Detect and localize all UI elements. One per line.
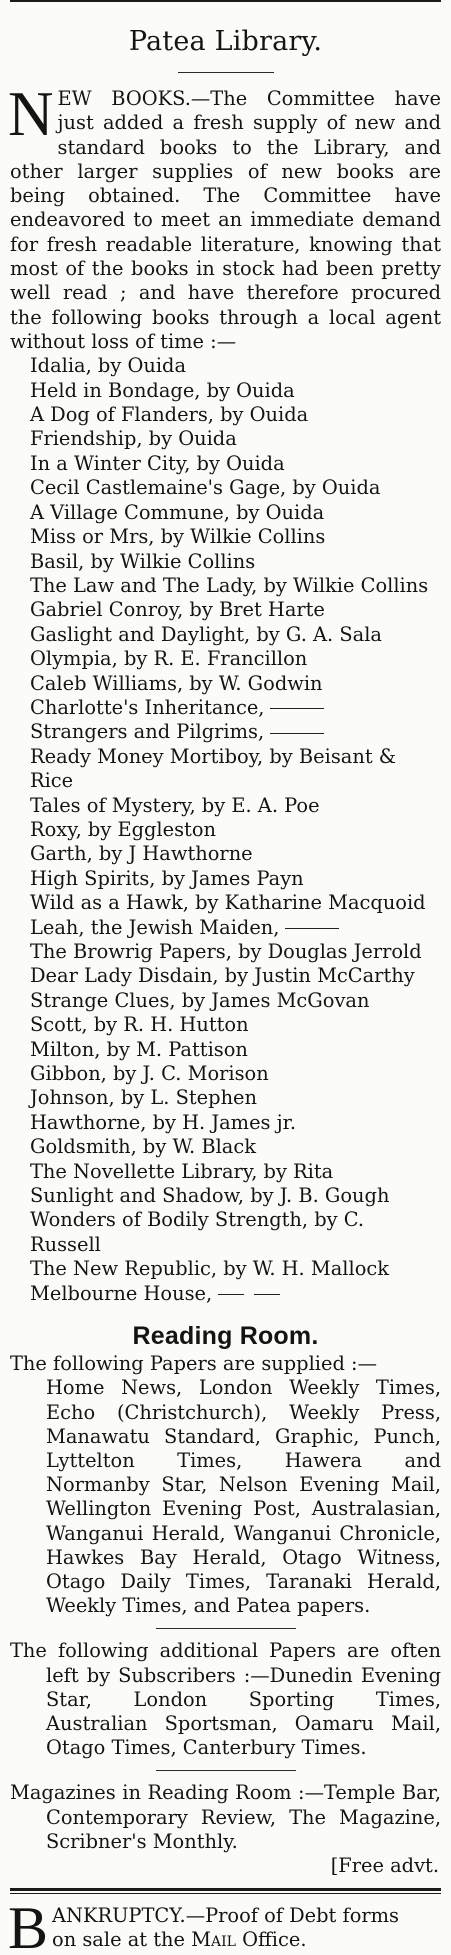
book-title: Friendship, by Ouida xyxy=(30,427,237,451)
intro-lead: EW BOOKS.— xyxy=(57,87,211,110)
book-title: Melbourne House, xyxy=(30,1281,213,1305)
bottom-divider xyxy=(10,1888,441,1894)
book-title: Caleb Williams, by W. Godwin xyxy=(30,671,323,695)
book-list-item xyxy=(10,1111,441,1135)
book-list-item xyxy=(10,867,441,891)
book-title: Hawthorne, by H. James jr. xyxy=(30,1110,296,1134)
top-rule xyxy=(10,0,441,2)
book-title: In a Winter City, by Ouida xyxy=(30,451,285,475)
page-title: Patea Library. xyxy=(128,26,323,57)
magazines-paragraph: Magazines in Reading Room :—Temple Bar, Contemporary Review, The Magazine, Scribner's Monthly. xyxy=(10,1781,441,1853)
bankruptcy-line2-prefix: on sale at the xyxy=(52,1927,192,1951)
book-list-item xyxy=(10,623,441,647)
book-list-item xyxy=(10,647,441,671)
bankruptcy-notice xyxy=(8,1894,441,1955)
book-list-item xyxy=(10,403,441,427)
book-list-item xyxy=(10,1208,441,1257)
book-title: Tales of Mystery, by E. A. Poe xyxy=(30,793,320,817)
book-list-item xyxy=(10,525,441,549)
book-list-item xyxy=(10,452,441,476)
book-list-item xyxy=(10,574,441,598)
book-list-item xyxy=(10,501,441,525)
book-title: Charlotte's Inheritance, xyxy=(30,695,265,719)
book-title: Garth, by J Hawthorne xyxy=(30,842,253,866)
book-title: The New Republic, by W. H. Mallock xyxy=(30,1257,389,1281)
bankruptcy-line2 xyxy=(10,1928,441,1952)
book-title: Leah, the Jewish Maiden, xyxy=(30,915,280,939)
free-advt-note: [Free advt. xyxy=(330,1853,439,1877)
book-title: A Village Commune, by Ouida xyxy=(30,500,325,524)
book-list-item xyxy=(10,354,441,378)
reading-room-heading: Reading Room. xyxy=(132,1322,319,1351)
book-list-item xyxy=(10,1160,441,1184)
book-title: Olympia, by R. E. Francillon xyxy=(30,647,308,671)
book-title: The Browrig Papers, by Douglas Jerrold xyxy=(30,940,422,964)
intro-paragraph xyxy=(8,79,441,354)
book-title: Milton, by M. Pattison xyxy=(30,1037,248,1061)
book-list-item xyxy=(10,672,441,696)
book-list-item xyxy=(10,379,441,403)
bankruptcy-dropcap: B xyxy=(8,1894,49,1955)
book-list-item xyxy=(10,1086,441,1110)
book-list-item xyxy=(10,1282,441,1306)
book-title: Cecil Castlemaine's Gage, by Ouida xyxy=(30,476,381,500)
book-title: Scott, by R. H. Hutton xyxy=(30,1013,249,1037)
book-title: Gabriel Conroy, by Bret Harte xyxy=(30,598,325,622)
book-title: Roxy, by Eggleston xyxy=(30,817,217,841)
book-title: Gibbon, by J. C. Morison xyxy=(30,1062,269,1086)
book-list-item xyxy=(10,1184,441,1208)
book-list-item xyxy=(10,745,441,794)
book-title: Miss or Mrs, by Wilkie Collins xyxy=(30,525,326,549)
em-dash-rule xyxy=(254,1294,280,1295)
intro-dropcap: N xyxy=(8,79,54,149)
book-list-item xyxy=(10,476,441,500)
bankruptcy-line2-smallcaps: Mail xyxy=(191,1927,236,1951)
book-title: A Dog of Flanders, by Ouida xyxy=(30,403,309,427)
book-title: Johnson, by L. Stephen xyxy=(30,1086,258,1110)
bankruptcy-line1: ANKRUPTCY.—Proof of Debt forms xyxy=(52,1903,399,1927)
book-list-item xyxy=(10,1257,441,1281)
papers-list: Home News, London Weekly Times, Echo (Christchurch), Weekly Press, Manawatu Standard, Graphic, Punch, Lyttelton Times, Hawera and Normanby Star, Nelson Evening Mail, Wellington Evening Post, Australasian, Wanganui Herald, Wanganui Chronicle, Hawkes Bay Herald, Otago Witness, Otago Daily Times, Taranaki Herald, Weekly Times, and Patea papers. xyxy=(46,1376,441,1618)
book-list-item xyxy=(10,940,441,964)
em-dash-rule xyxy=(270,708,324,709)
book-list-item xyxy=(10,1062,441,1086)
book-list-item xyxy=(10,916,441,940)
book-list-item xyxy=(10,1013,441,1037)
title-divider xyxy=(178,72,274,73)
book-title: Gaslight and Daylight, by G. A. Sala xyxy=(30,622,382,646)
book-list xyxy=(10,354,441,1306)
book-title: Idalia, by Ouida xyxy=(30,354,187,378)
book-list-item xyxy=(10,891,441,915)
em-dash-rule xyxy=(270,733,324,734)
book-list-item xyxy=(10,989,441,1013)
book-list-item xyxy=(10,427,441,451)
book-title: Wonders of Bodily Strength, by C. Russell xyxy=(30,1208,365,1256)
em-dash-rule xyxy=(285,928,339,929)
book-title: Strangers and Pilgrims, xyxy=(30,720,265,744)
book-list-item xyxy=(10,842,441,866)
book-title: Goldsmith, by W. Black xyxy=(30,1135,256,1159)
book-list-item xyxy=(10,1038,441,1062)
book-list-item xyxy=(10,720,441,744)
section-divider xyxy=(156,1770,296,1771)
book-title: The Law and The Lady, by Wilkie Collins xyxy=(30,573,429,597)
book-list-item xyxy=(10,550,441,574)
book-list-item xyxy=(10,794,441,818)
book-list-item xyxy=(10,964,441,988)
book-title: The Novellette Library, by Rita xyxy=(30,1159,334,1183)
em-dash-rule xyxy=(218,1294,244,1295)
intro-text: The Committee have just added a fresh supply of new and standard books to the Library, and other larger supplies of new books are being obtained. The Committee have endeavored to meet an immediate demand for fresh readable literature, knowing that most of the books in stock had been pretty well read ; and have therefore procured the following books through a local agent without loss of time :— xyxy=(10,87,441,353)
book-list-item xyxy=(10,696,441,720)
book-title: Sunlight and Shadow, by J. B. Gough xyxy=(30,1184,390,1208)
book-title: Strange Clues, by James McGovan xyxy=(30,988,370,1012)
book-list-item xyxy=(10,818,441,842)
book-title: Held in Bondage, by Ouida xyxy=(30,378,295,402)
bankruptcy-line2-suffix: Office. xyxy=(235,1927,307,1951)
section-divider xyxy=(156,1628,296,1629)
papers-paragraph xyxy=(10,1352,441,1618)
additional-papers-paragraph: The following additional Papers are often left by Subscribers :—Dunedin Evening Star, London Sporting Times, Australian Sportsman, Oamaru Mail, Otago Times, Canterbury Times. xyxy=(10,1639,441,1760)
book-list-item xyxy=(10,598,441,622)
book-title: Dear Lady Disdain, by Justin McCarthy xyxy=(30,964,415,988)
book-title: Wild as a Hawk, by Katharine Macquoid xyxy=(30,891,426,915)
book-list-item xyxy=(10,1135,441,1159)
papers-lead: The following Papers are supplied :— xyxy=(10,1352,377,1376)
book-title: High Spirits, by James Payn xyxy=(30,866,304,890)
book-title: Basil, by Wilkie Collins xyxy=(30,549,256,573)
book-title: Ready Money Mortiboy, by Beisant & Rice xyxy=(30,744,397,793)
